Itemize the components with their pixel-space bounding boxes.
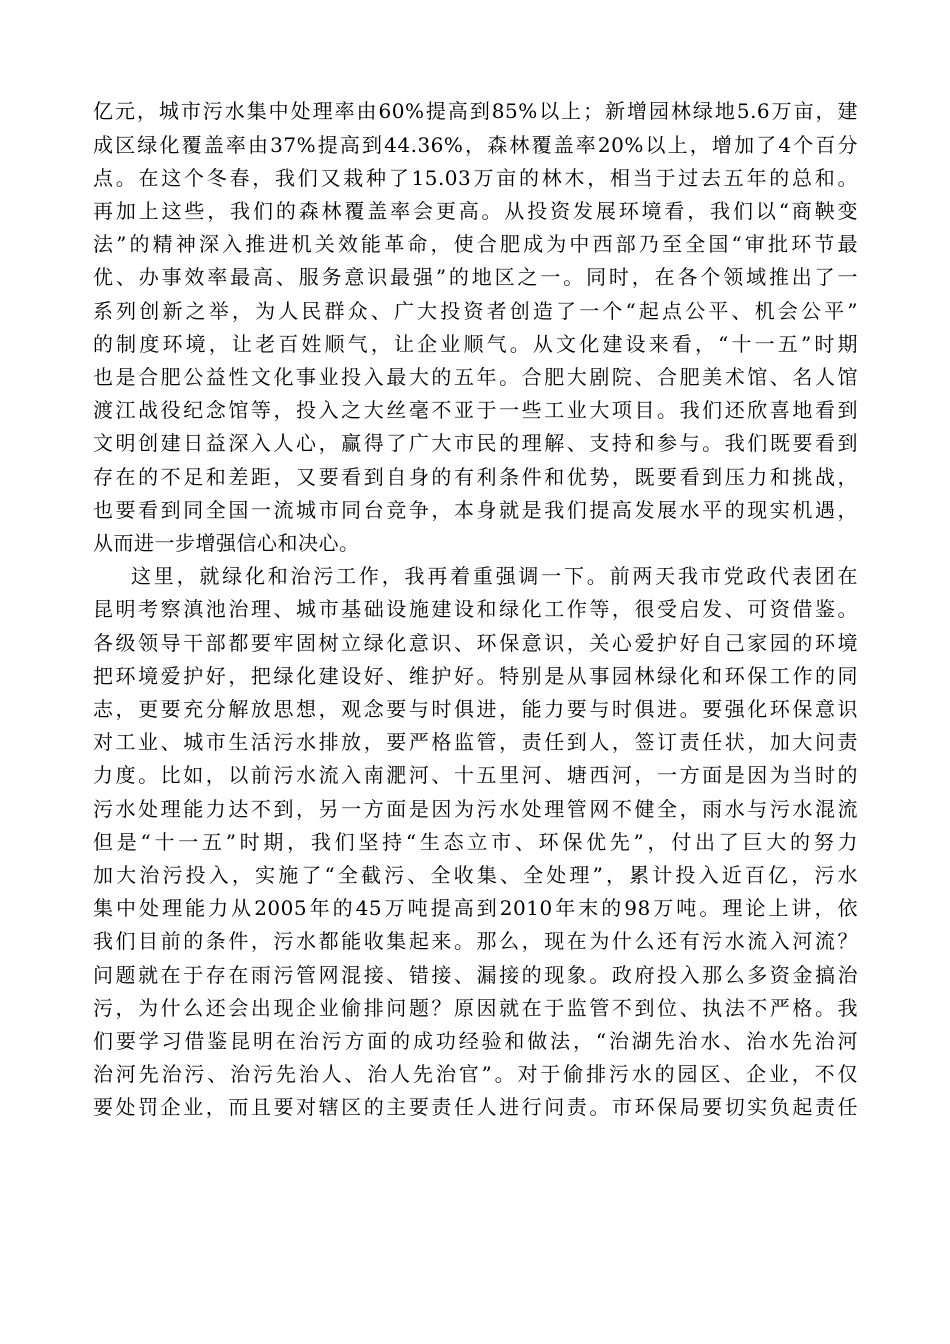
text-line: 对工业、城市生活污水排放，要严格监管，责任到人，签订责任状，加大问责 — [93, 730, 858, 755]
text-line: 的制度环境，让老百姓顺气，让企业顺气。从文化建设来看，“十一五”时期 — [93, 331, 858, 356]
text-line: 文明创建日益深入人心，赢得了广大市民的理解、支持和参与。我们既要看到 — [93, 431, 858, 456]
text-line: 我们目前的条件，污水都能收集起来。那么，现在为什么还有污水流入河流？ — [93, 929, 858, 954]
text-line: 力度。比如，以前污水流入南淝河、十五里河、塘西河，一方面是因为当时的 — [93, 763, 858, 788]
text-line: 把环境爱护好，把绿化建设好、维护好。特别是从事园林绿化和环保工作的同 — [93, 663, 858, 688]
text-line: 成区绿化覆盖率由37%提高到44.36%，森林覆盖率20%以上，增加了4个百分 — [93, 132, 858, 157]
text-line: 也是合肥公益性文化事业投入最大的五年。合肥大剧院、合肥美术馆、名人馆 — [93, 365, 858, 389]
text-line: 污水处理能力达不到，另一方面是因为污水处理管网不健全，雨水与污水混流 — [93, 796, 858, 821]
text-line: 存在的不足和差距，又要看到自身的有利条件和优势，既要看到压力和挑战， — [93, 464, 858, 489]
text-line: 亿元，城市污水集中处理率由60%提高到85%以上；新增园林绿地5.6万亩，建 — [93, 99, 858, 124]
text-line: 也要看到同全国一流城市同台竞争，本身就是我们提高发展水平的现实机遇， — [93, 497, 858, 522]
text-line: 再加上这些，我们的森林覆盖率会更高。从投资发展环境看，我们以“商鞅变 — [93, 199, 858, 223]
text-line: 昆明考察滇池治理、城市基础设施建设和绿化工作等，很受启发、可资借鉴。 — [93, 597, 858, 622]
text-line: 治河先治污、治污先治人、治人先治官”。对于偷排污水的园区、企业，不仅 — [93, 1062, 858, 1087]
text-line: 这里，就绿化和治污工作，我再着重强调一下。前两天我市党政代表团在 — [131, 564, 858, 589]
text-line: 污，为什么还会出现企业偷排问题？原因就在于监管不到位、执法不严格。我 — [93, 995, 858, 1020]
text-line: 系列创新之举，为人民群众、广大投资者创造了一个“起点公平、机会公平” — [93, 298, 858, 323]
text-line: 法”的精神深入推进机关效能革命，使合肥成为中西部乃至全国“审批环节最 — [93, 232, 858, 257]
text-line: 问题就在于存在雨污管网混接、错接、漏接的现象。政府投入那么多资金搞治 — [93, 962, 858, 987]
text-line: 集中处理能力从2005年的45万吨提高到2010年末的98万吨。理论上讲，依 — [93, 896, 858, 921]
text-line: 点。在这个冬春，我们又栽种了15.03万亩的林木，相当于过去五年的总和。 — [93, 165, 858, 190]
text-line: 优、办事效率最高、服务意识最强”的地区之一。同时，在各个领域推出了一 — [93, 265, 858, 290]
text-line: 要处罚企业，而且要对辖区的主要责任人进行问责。市环保局要切实负起责任 — [93, 1095, 858, 1120]
text-line: 各级领导干部都要牢固树立绿化意识、环保意识，关心爱护好自己家园的环境 — [93, 630, 858, 655]
text-line: 们要学习借鉴昆明在治污方面的成功经验和做法，“治湖先治水、治水先治河 — [93, 1029, 858, 1053]
text-line: 加大治污投入，实施了“全截污、全收集、全处理”，累计投入近百亿，污水 — [93, 863, 858, 887]
text-line: 但是“十一五”时期，我们坚持“生态立市、环保优先”，付出了巨大的努力 — [93, 829, 858, 854]
text-line: 志，更要充分解放思想，观念要与时俱进，能力要与时俱进。要强化环保意识 — [93, 697, 858, 721]
text-line: 渡江战役纪念馆等，投入之大丝毫不亚于一些工业大项目。我们还欣喜地看到 — [93, 398, 858, 423]
text-line: 从而进一步增强信心和决心。 — [93, 531, 360, 555]
